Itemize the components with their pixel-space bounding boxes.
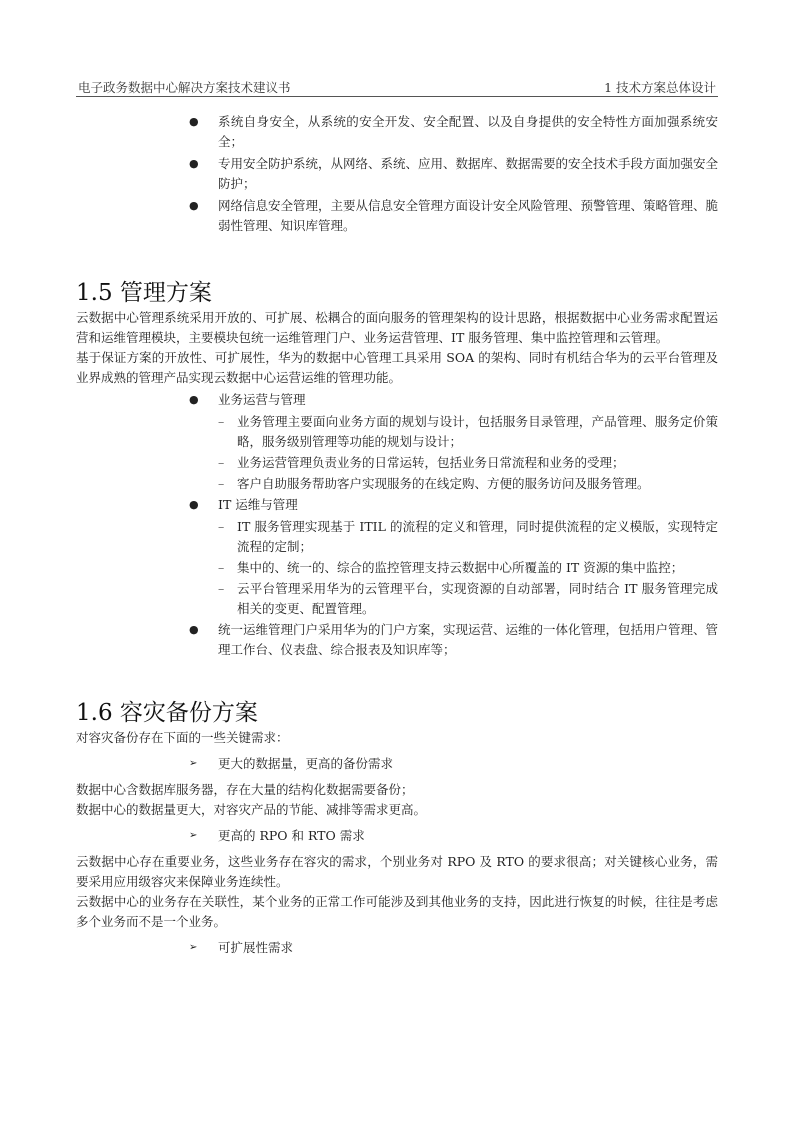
arrow-bullet-icon: ➢ [189,942,198,953]
business-sub-item-1: – 业务管理主要面向业务方面的规划与设计，包括服务目录管理，产品管理、服务定价策略，服务级别管理等功能的规划与设计； [218,414,718,449]
section-1-6-intro: 对容灾备份存在下面的一些关键需求： [76,730,289,745]
security-bullet-2: ● 专用安全防护系统，从网络、系统、应用、数据库、数据需要的安全技术手段方面加强安全防护； [189,156,719,191]
bullet-dot-icon: ● [189,157,199,170]
arrow-bullet-icon: ➢ [189,758,198,769]
bullet-dot-icon: ● [189,623,199,636]
dash-icon: – [218,414,225,429]
dash-icon: – [218,560,225,575]
security-bullet-3: ● 网络信息安全管理，主要从信息安全管理方面设计安全风险管理、预警管理、策略管理、脆弱性管理、知识库管理。 [189,198,719,233]
section-1-6-heading: 1.6 容灾备份方案 [76,700,258,726]
bullet-dot-icon: ● [189,199,199,212]
section-1-5-heading: 1.5 管理方案 [76,280,212,306]
section-1-5-paragraph-1: 云数据中心管理系统采用开放的、可扩展、松耦合的面向服务的管理架构的设计思路，根据数据中心业务需求配置运营和运维管理模块，主要模块包统一运维管理门户、业务运营管理、IT 服务管理、集中监控管理和云管理。 [76,310,718,345]
security-bullet-1: ● 系统自身安全，从系统的安全开发、安全配置、以及自身提供的安全特性方面加强系统安全； [189,114,718,149]
management-bullet-it-ops: ● IT 运维与管理 [76,495,718,515]
section-1-5-paragraph-2: 基于保证方案的开放性、可扩展性，华为的数据中心管理工具采用 SOA 的架构、同时有机结合华为的云平台管理及业界成熟的管理产品实现云数据中心运营运维的管理功能。 [76,350,718,385]
it-ops-sub-item-1: – IT 服务管理实现基于 ITIL 的流程的定义和管理，同时提供流程的定义模版，实现特定流程的定制； [218,519,718,554]
management-bullet-portal: ● 统一运维管理门户采用华为的门户方案，实现运营、运维的一体化管理，包括用户管理、管理工作台、仪表盘、综合报表及知识库等； [189,622,719,657]
management-bullet-business: ● 业务运营与管理 [76,390,718,410]
header-document-title: 电子政务数据中心解决方案技术建议书 [78,80,291,95]
bullet-dot-icon: ● [189,498,199,511]
dash-icon: – [218,519,225,534]
it-ops-sub-item-2: – 集中的、统一的、综合的监控管理支持云数据中心所覆盖的 IT 资源的集中监控； [76,558,718,578]
bullet-dot-icon: ● [189,393,199,406]
dash-icon: – [218,476,225,491]
rpo-rto-paragraph-1: 云数据中心存在重要业务，这些业务存在容灾的需求，个别业务对 RPO 及 RTO 的要求很高；对关键核心业务，需要采用应用级容灾来保障业务连续性。 [76,854,718,889]
requirement-rpo-rto: ➢ 更高的 RPO 和 RTO 需求 [76,826,718,846]
arrow-bullet-icon: ➢ [189,830,198,841]
business-sub-item-3: – 客户自助服务帮助客户实现服务的在线定购、方便的服务访问及服务管理。 [76,474,718,494]
business-sub-item-2: – 业务运营管理负责业务的日常运转，包括业务日常流程和业务的受理； [76,453,718,473]
data-volume-paragraph-1: 数据中心含数据库服务器，存在大量的结构化数据需要备份； [76,782,414,797]
page-content [76,112,718,964]
bullet-dot-icon: ● [189,115,199,128]
page-header [76,76,718,97]
it-ops-sub-item-3: – 云平台管理采用华为的云管理平台，实现资源的自动部署，同时结合 IT 服务管理完成相关的变更、配置管理。 [218,581,718,616]
rpo-rto-paragraph-2: 云数据中心的业务存在关联性，某个业务的正常工作可能涉及到其他业务的支持，因此进行恢复的时候，往往是考虑多个业务而不是一个业务。 [76,894,718,929]
requirement-data-volume: ➢ 更大的数据量，更高的备份需求 [76,754,718,774]
requirement-scalability: ➢ 可扩展性需求 [76,938,718,958]
dash-icon: – [218,581,225,596]
header-chapter-title: 1 技术方案总体设计 [604,80,716,95]
data-volume-paragraph-2: 数据中心的数据量更大，对容灾产品的节能、减排等需求更高。 [76,802,427,817]
dash-icon: – [218,455,225,470]
